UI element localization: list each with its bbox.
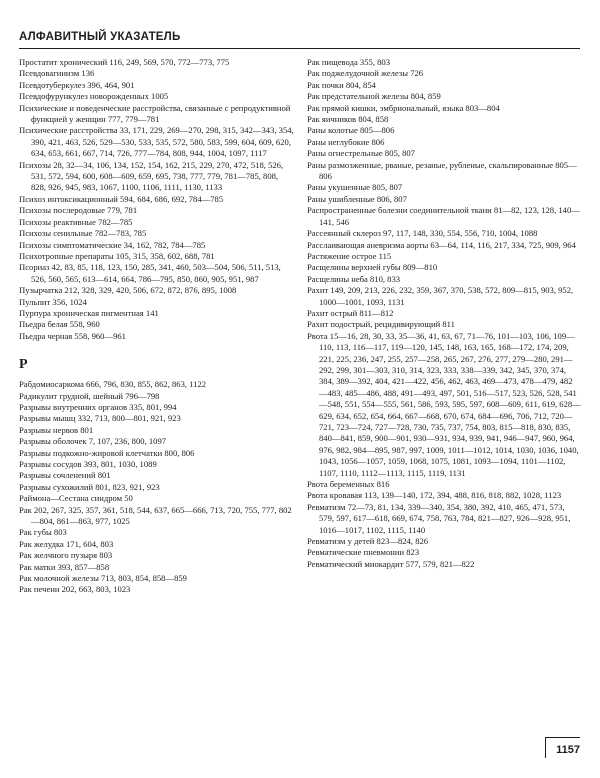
index-entry: Рассеянный склероз 97, 117, 148, 330, 554, 556, 710, 1004, 1088 [307,228,538,239]
index-entry: Разрывы сосудов 393, 801, 1030, 1089 [19,459,157,469]
index-entry: Психические и поведенческие расстройства, связанные с репродуктивной функцией у женщин 777, 779—781 [19,102,291,125]
index-entry: Рак почки 804, 854 [307,79,376,90]
index-entry: Псориаз 42, 83, 85, 118, 123, 150, 285, 341, 460, 503—504, 506, 511, 513, 526, 560, 565, 613—614, 664, 786—795, 850, 860, 905, 951, 987 [19,262,281,284]
index-entry: Пузырчатка 212, 328, 329, 420, 506, 672, 872, 876, 895, 1008 [19,285,237,296]
index-entry: Психозы 28, 32—34, 106, 134, 152, 154, 162, 215, 229, 270, 472, 518, 526, 531, 572, 594, 600, 608—609, 659, 695, 738, 777, 779, 781—785, 808, 828, 926, 945, 983, 1067, 1100, 1106, 1111, 1130, 1133 [19,159,284,193]
index-entry: Рак губы 803 [19,527,67,538]
index-entry: Пьедра черная 558, 960—961 [19,330,126,341]
index-entry: Разрывы оболочек 7, 107, 236, 800, 1097 [19,436,167,447]
index-entry: Раны ушибленные 806, 807 [307,193,407,204]
index-entry: Рак поджелудочной железы 726 [307,68,424,79]
index-entry: Пурпура хроническая пигментная 141 [19,307,159,318]
index-entry: Рахит подострый, рецидивирующий 811 [307,319,455,330]
index-entry: Разрывы сухожилий 801, 823, 921, 923 [19,481,160,492]
index-entry: Раны колотые 805—806 [307,125,395,136]
index-entry: Пульпит 356, 1024 [19,296,87,307]
index-entry: Псевдофурункулез новорожденных 1005 [19,91,169,102]
index-entry: Психотропные препараты 105, 315, 358, 602, 688, 781 [19,250,215,261]
index-entry: Рак молочной железы 713, 803, 854, 858—859 [19,573,187,584]
index-entry: Рвота беременных 816 [307,479,390,490]
index-entry: Разрывы нервов 801 [19,424,94,435]
entries-r [19,379,295,596]
index-entry: Ревматизм 72—73, 81, 134, 339—340, 354, 380, 392, 410, 465, 471, 573, 579, 597, 617—618, 669, 674, 758, 763, 784, 821—827, 926—928, 951, 1016—1017, 1102, 1115, 1140 [307,501,571,535]
index-entry: Псевдотуберкулез 396, 464, 901 [19,79,135,90]
index-entry: Расщелины неба 810, 833 [307,273,401,284]
index-entry: Психоз интоксикационный 594, 684, 686, 692, 784—785 [19,193,224,204]
index-entry: Рак желудка 171, 604, 803 [19,538,114,549]
index-entry: Распространенные болезни соединительной ткани 81—82, 123, 128, 140—141, 546 [307,205,580,227]
index-entry: Рак пищевода 355, 803 [307,57,391,67]
right-column [307,57,581,570]
entries-right [307,57,581,570]
index-entry: Разрывы внутренних органов 335, 801, 994 [19,401,177,412]
index-entry: Раны огнестрельные 805, 807 [307,148,415,159]
index-entry: Раймона—Сестана синдром 50 [19,493,133,504]
index-entry: Рак яичников 804, 858 [307,114,389,125]
index-entry: Разрывы мышц 332, 713, 800—801, 921, 923 [19,413,181,424]
index-entry: Рак 202, 267, 325, 357, 361, 518, 544, 637, 665—666, 713, 720, 755, 777, 802—804, 861—863, 977, 1025 [19,504,292,527]
index-entry: Простатит хронический 116, 249, 569, 570, 772—773, 775 [19,57,230,67]
index-entry: Психозы послеродовые 779, 781 [19,205,138,216]
index-entry: Рак матки 393, 857—858 [19,561,110,572]
index-entry: Рак предстательной железы 804, 859 [307,91,441,102]
index-entry: Рак прямой кишки, эмбриональный, языка 803—804 [307,102,500,113]
index-entry: Рахит 149, 209, 213, 226, 232, 359, 367, 370, 538, 572, 809—815, 903, 952, 1000—1001, 1093, 1131 [307,285,574,307]
index-entry: Ревматические пневмонии 823 [307,547,420,558]
index-entry: Раны неглубокие 806 [307,136,385,147]
index-entry: Расщелины верхней губы 809—810 [307,262,438,273]
section-letter: Р [19,357,28,373]
index-entry: Психозы сенильные 782—783, 785 [19,228,147,239]
index-entry: Психические расстройства 33, 171, 229, 269—270, 298, 315, 342—343, 354, 390, 421, 463, 526, 529—530, 533, 535, 572, 580, 583, 599, 604, 609, 620, 634, 653, 661, 667, 714, 726, 777—784, 808, 944, 1004, 1097, 1117 [19,125,294,159]
page-number: 1157 [545,737,580,758]
entries-p [19,57,295,342]
index-entry: Психозы реактивные 782—785 [19,216,133,227]
index-entry: Рвота кровавая 113, 139—140, 172, 394, 488, 816, 818, 882, 1028, 1123 [307,490,562,501]
index-entry: Радикулит грудной, шейный 796—798 [19,390,160,401]
index-entry: Разрывы подкожно-жировой клетчатки 800, 806 [19,447,195,458]
index-entry: Психозы симптоматические 34, 162, 782, 784—785 [19,239,206,250]
index-entry: Рахит острый 811—812 [307,307,394,318]
index-entry: Рак желчного пузыря 803 [19,550,113,561]
index-entry: Разрывы сочленений 801 [19,470,111,481]
index-entry: Раны укушенные 805, 807 [307,182,403,193]
index-entry: Рвота 15—16, 28, 30, 33, 35—36, 41, 63, 67, 71—76, 101—103, 106, 109—110, 113, 116—117, 119—120, 145, 148, 163, 165, 168—172, 174, 209, 221, 225, 236, 247, 255, 257—258, 265, 267, 276, 277, 279—280, 291—292, 299, 301—303, 310, 314, 323, 333, 338—339, 342, 345, 370, 374, 384, 389—392, 404, 421—422, 456, 462, 463, 469—473, 478—479, 482—483, 485—486, 488, 491—493, 497, 501, 516—517, 523, 526, 528, 541—548, 551, 554—555, 561, 586, 593, 595, 597, 608—609, 611, 619, 628—629, 634, 652, 654, 664, 667—668, 670, 674, 684—696, 706, 712, 720—721, 723—724, 727—728, 730, 735, 737, 754, 803, 815—818, 830, 835, 840—841, 859, 900—901, 930—931, 934, 939, 941, 946—947, 960, 964, 976, 982, 984—895, 987, 997, 1009, 1011—1012, 1014, 1030, 1036, 1040, 1043, 1056—1057, 1059, 1068, 1075, 1081, 1093—1094, 1101—1102, 1107, 1110, 1112—1113, 1115, 1119, 1131 [307,330,581,478]
index-entry: Псевдовагинизм 136 [19,68,95,79]
index-entry: Рабдомиосаркома 666, 796, 830, 855, 862, 863, 1122 [19,379,207,390]
index-entry: Расслаивающая аневризма аорты 63—64, 114, 116, 217, 334, 725, 909, 964 [307,239,576,250]
left-column [19,57,295,596]
index-entry: Ревматизм у детей 823—824, 826 [307,536,429,547]
running-header: АЛФАВИТНЫЙ УКАЗАТЕЛЬ [19,31,181,43]
header-rule [19,48,580,49]
index-entry: Пьедра белая 558, 960 [19,319,100,330]
index-entry: Раны размозженные, рваные, резаные, рубленые, скальпированные 805—806 [307,159,577,182]
index-entry: Растяжение острое 115 [307,250,392,261]
index-entry: Рак печени 202, 663, 803, 1023 [19,584,131,595]
index-entry: Ревматический миокардит 577, 579, 821—822 [307,558,475,569]
